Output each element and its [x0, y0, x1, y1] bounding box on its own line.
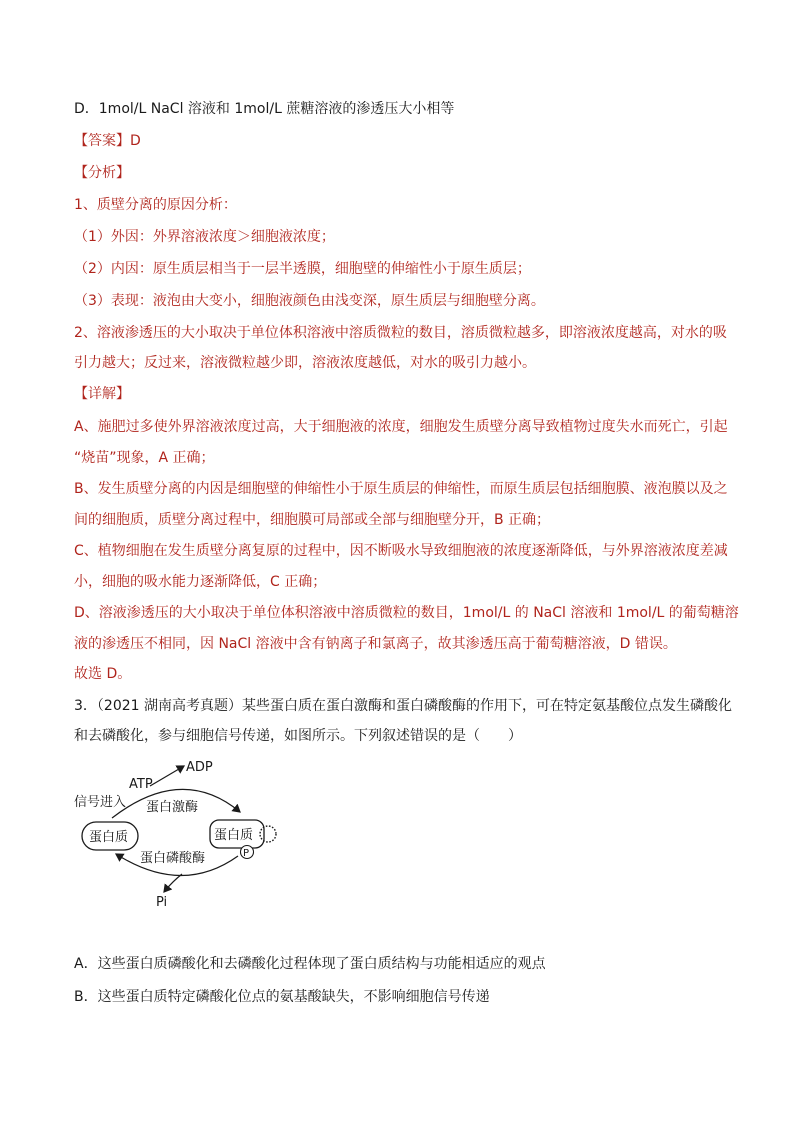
- protein-left-label: 蛋白质: [89, 830, 129, 845]
- detail-line: “烧苗”现象，A 正确；: [74, 450, 215, 466]
- analysis-line: 引力越大；反过来，溶液微粒越少即，溶液浓度越低，对水的吸引力越小。: [74, 355, 536, 371]
- kinase-label: 蛋白激酶: [146, 800, 199, 815]
- analysis-line: （1）外因：外界溶液浓度＞细胞液浓度；: [74, 229, 335, 245]
- detail-line: 小，细胞的吸水能力逐渐降低，C 正确；: [74, 574, 327, 590]
- atp-label: ATP: [129, 777, 153, 792]
- detail-line: 液的渗透压不相同，因 NaCl 溶液中含有钠离子和氯离子，故其渗透压高于葡萄糖溶液，D 错误。: [74, 636, 677, 652]
- phosphorylation-diagram: [72, 756, 302, 908]
- detail-line: B、发生质壁分离的内因是细胞壁的伸缩性小于原生质层的伸缩性，而原生质层包括细胞膜、液泡膜以及之: [74, 481, 728, 497]
- protein-right-label: 蛋白质: [214, 828, 254, 843]
- conclusion-line: 故选 D。: [74, 666, 132, 682]
- signal-in-label: 信号进入: [74, 795, 127, 810]
- phosphate-label: P: [243, 848, 250, 859]
- atp-adp-arrow: [150, 766, 184, 786]
- analysis-line: 2、溶液渗透压的大小取决于单位体积溶液中溶质微粒的数目，溶质微粒越多，即溶液浓度越高，对水的吸: [74, 325, 727, 341]
- detail-heading: 【详解】: [74, 386, 130, 402]
- detail-line: D、溶液渗透压的大小取决于单位体积溶液中溶质微粒的数目，1mol/L 的 NaCl 溶液和 1mol/L 的葡萄糖溶: [74, 605, 739, 621]
- question-3-stem: 3．（2021 湖南高考真题）某些蛋白质在蛋白激酶和蛋白磷酸酶的作用下，可在特定氨基酸位点发生磷酸化: [74, 698, 732, 714]
- option-d-line: D．1mol/L NaCl 溶液和 1mol/L 蔗糖溶液的渗透压大小相等: [74, 101, 455, 117]
- adp-label: ADP: [186, 760, 213, 775]
- phosphatase-label: 蛋白磷酸酶: [140, 851, 206, 866]
- detail-line: 间的细胞质，质壁分离过程中，细胞膜可局部或全部与细胞壁分开，B 正确；: [74, 512, 551, 528]
- option-b-line: B．这些蛋白质特定磷酸化位点的氨基酸缺失，不影响细胞信号传递: [74, 989, 490, 1005]
- detail-line: C、植物细胞在发生质壁分离复原的过程中，因不断吸水导致细胞液的浓度逐渐降低，与外界溶液浓度差减: [74, 543, 728, 559]
- detail-line: A、施肥过多使外界溶液浓度过高，大于细胞液的浓度，细胞发生质壁分离导致植物过度失水而死亡，引起: [74, 419, 728, 435]
- analysis-line: （2）内因：原生质层相当于一层半透膜，细胞壁的伸缩性小于原生质层；: [74, 261, 531, 277]
- analysis-line: 1、质壁分离的原因分析：: [74, 197, 237, 213]
- analysis-heading: 【分析】: [74, 165, 130, 181]
- analysis-line: （3）表现：液泡由大变小，细胞液颜色由浅变深，原生质层与细胞壁分离。: [74, 293, 545, 309]
- pi-label: Pi: [156, 895, 168, 908]
- pi-arrow: [164, 874, 182, 892]
- question-3-stem: 和去磷酸化，参与细胞信号传递，如图所示。下列叙述错误的是（ ）: [74, 728, 522, 744]
- answer-label: 【答案】D: [74, 133, 141, 149]
- option-a-line: A．这些蛋白质磷酸化和去磷酸化过程体现了蛋白质结构与功能相适应的观点: [74, 956, 546, 972]
